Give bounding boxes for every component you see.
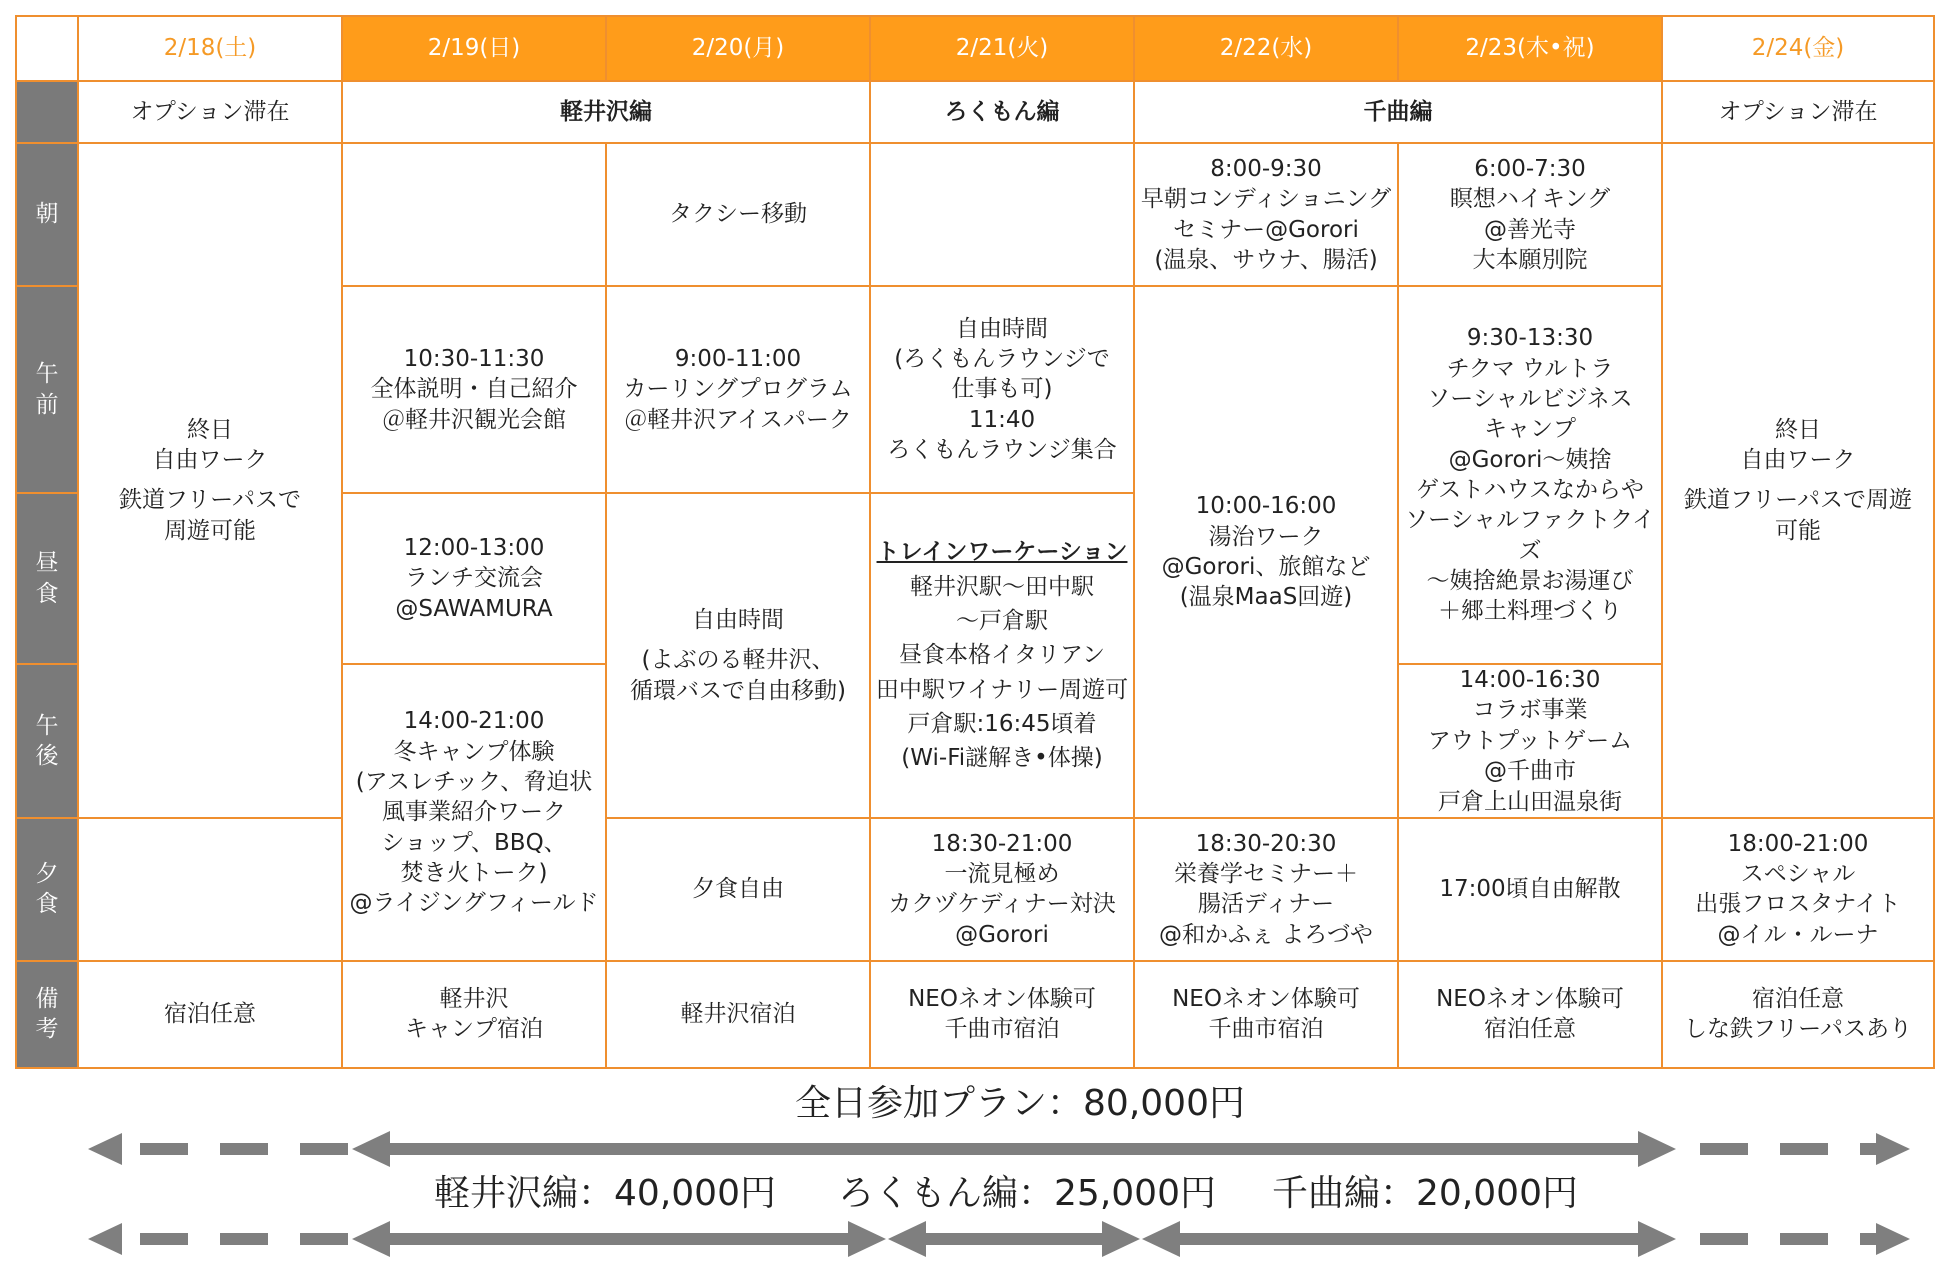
text-line: コラボ事業 [1472, 697, 1588, 724]
row-label-morning [16, 143, 78, 286]
text-line: @Gorori、旅館など [1161, 553, 1371, 580]
text-line: ろくもんラウンジ集合 [887, 437, 1117, 464]
text-line: 瞑想ハイキング [1449, 186, 1611, 213]
text-line: 終日 [1775, 416, 1821, 443]
text-line: しな鉄フリーパスあり [1684, 1016, 1912, 1043]
text-line: 可能 [1775, 517, 1821, 544]
text-line: 17:00頃自由解散 [1439, 876, 1621, 903]
text-line: 腸活ディナー [1197, 891, 1335, 918]
cell-0218-dinner [78, 818, 342, 961]
text-line: ソーシャルビジネス [1427, 385, 1633, 412]
text-line: ランチ交流会 [405, 565, 543, 592]
date-header-0220: 2/20(月) [606, 16, 870, 81]
section-option-right: オプション滞在 [1662, 81, 1934, 143]
text-line: 食 [35, 891, 59, 918]
cell-0223-dinner [1398, 818, 1662, 961]
rokumon-arrowhead-right-icon [1102, 1221, 1140, 1257]
text-line: 湯治ワーク [1208, 523, 1324, 550]
cell-0223-am [1398, 286, 1662, 664]
text-line: 夕食自由 [692, 876, 784, 903]
text-line: 軽井沢宿泊 [680, 1001, 796, 1028]
full-plan-arrow-row [88, 1131, 1910, 1167]
text-line: 千曲市宿泊 [1208, 1016, 1324, 1043]
text-line: @善光寺 [1484, 216, 1576, 243]
text-line: 出張フロスタナイト [1695, 891, 1901, 918]
row-label-dinner [16, 818, 78, 961]
cell-0221-notes [870, 961, 1134, 1068]
text-line: 朝 [35, 201, 59, 228]
text-line: 宿泊任意 [1752, 986, 1844, 1013]
text-line: 自由ワーク [1740, 447, 1856, 474]
header-corner [16, 16, 78, 81]
text-line: ショップ、BBQ、 [381, 829, 567, 856]
text-line: 戸倉上山田温泉街 [1438, 788, 1622, 815]
text-line: @ライジングフィールド [349, 890, 599, 917]
price-rokumon: ろくもん編：25,000円 [838, 1173, 1216, 1214]
text-line: 一流見極め [944, 861, 1060, 888]
text-line: 自由ワーク [152, 447, 268, 474]
text-line: 12:00-13:00 [403, 535, 545, 562]
text-line: NEOネオン体験可 [1436, 986, 1624, 1013]
rokumon-arrowhead-left-icon [888, 1221, 926, 1257]
text-line: ゲストハウスなからや [1416, 477, 1644, 504]
section-label-blank [16, 81, 78, 143]
cell-0218-day [78, 143, 342, 818]
cell-0220-dinner [606, 818, 870, 961]
karuizawa-arrowhead-left-icon [352, 1221, 390, 1257]
dashed-arrowhead-right-icon [1876, 1223, 1910, 1255]
text-line: 14:00-16:30 [1459, 667, 1601, 694]
arrowhead-left-icon [352, 1131, 390, 1167]
cell-0221-train-workation [870, 493, 1134, 818]
text-line: ＠軽井沢観光会館 [382, 406, 566, 433]
cell-0222-day [1134, 286, 1398, 818]
text-line: タクシー移動 [669, 201, 807, 228]
text-line: 9:30-13:30 [1466, 325, 1594, 352]
text-line: 栄養学セミナー＋ [1174, 861, 1358, 888]
text-line: 8:00-9:30 [1210, 155, 1322, 182]
cell-0222-morning [1134, 143, 1398, 286]
row-label-notes [16, 961, 78, 1068]
text-line: セミナー@Gorori [1173, 216, 1359, 243]
text-line: カクヅケディナー対決 [888, 891, 1116, 918]
cell-0220-notes [606, 961, 870, 1068]
text-line: 冬キャンプ体験 [393, 738, 555, 765]
text-line: @和かふぇ よろづや [1158, 921, 1374, 948]
date-header-0222: 2/22(水) [1134, 16, 1398, 81]
text-line: 18:30-20:30 [1195, 830, 1337, 857]
text-line: キャンプ宿泊 [405, 1016, 543, 1043]
text-line: (ろくもんラウンジで [894, 345, 1110, 372]
price-chikuma: 千曲編：20,000円 [1272, 1173, 1578, 1214]
text-line: 千曲市宿泊 [944, 1016, 1060, 1043]
text-line: 14:00-21:00 [403, 708, 545, 735]
row-label-am [16, 286, 78, 493]
date-header-0218: 2/18(土) [78, 16, 342, 81]
chikuma-arrowhead-left-icon [1142, 1221, 1180, 1257]
cell-0219-lunch [342, 493, 606, 664]
text-line: 仕事も可) [951, 376, 1053, 403]
text-line: 昼食本格イタリアン [898, 642, 1106, 669]
text-line: 9:00-11:00 [674, 345, 802, 372]
text-line: ～戸倉駅 [956, 607, 1048, 634]
text-line: 午 [35, 361, 59, 388]
text-line: 宿泊任意 [164, 1001, 256, 1028]
cell-0220-am [606, 286, 870, 493]
train-workation-title: トレインワーケーション [876, 539, 1128, 566]
text-line: チクマ ウルトラ [1446, 355, 1614, 382]
price-full: 全日参加プラン：80,000円 [795, 1083, 1245, 1124]
karuizawa-arrowhead-right-icon [848, 1221, 886, 1257]
text-line: アウトプットゲーム [1427, 727, 1633, 754]
train-workation-details [875, 572, 1129, 774]
text-line: 大本願別院 [1472, 246, 1588, 273]
text-line: ＋郷土料理づくり [1438, 598, 1622, 625]
date-header-0219: 2/19(日) [342, 16, 606, 81]
arrowhead-right-icon [1638, 1131, 1676, 1167]
text-line: 鉄道フリーパスで [119, 487, 301, 514]
text-line: @イル・ルーナ [1717, 921, 1879, 948]
cell-0221-am [870, 286, 1134, 493]
text-line: 11:40 [968, 406, 1036, 433]
text-line: 周遊可能 [164, 517, 256, 544]
text-line: @SAWAMURA [395, 595, 553, 622]
text-line: 早朝コンディショニング [1140, 186, 1392, 213]
dashed-arrowhead-left-icon [88, 1133, 122, 1165]
text-line: (温泉MaaS回遊) [1179, 584, 1353, 611]
text-line: ～姨捨絶景お湯運び [1426, 568, 1634, 595]
text-line: キャンプ [1484, 416, 1576, 443]
text-line: (Wi-Fi謎解き•体操) [901, 745, 1103, 772]
text-line: 18:30-21:00 [931, 830, 1073, 857]
text-line: 午 [35, 712, 59, 739]
text-line: @千曲市 [1484, 758, 1576, 785]
cell-0222-dinner [1134, 818, 1398, 961]
text-line: スペシャル [1740, 861, 1856, 888]
section-karuizawa: 軽井沢編 [342, 81, 870, 143]
text-line: ＠軽井沢アイスパーク [624, 406, 852, 433]
row-label-pm [16, 664, 78, 818]
cell-0218-notes [78, 961, 342, 1068]
chikuma-arrowhead-right-icon [1638, 1221, 1676, 1257]
text-line: @Gorori [955, 921, 1049, 948]
text-line: 軽井沢 [439, 986, 509, 1013]
text-line: NEOネオン体験可 [908, 986, 1096, 1013]
text-line: 自由時間 [956, 315, 1048, 342]
text-line: 田中駅ワイナリー周遊可 [875, 676, 1129, 703]
section-option-left: オプション滞在 [78, 81, 342, 143]
text-line: (アスレチック、脅迫状 [355, 768, 593, 795]
schedule-table [15, 15, 1933, 1069]
section-rokumon: ろくもん編 [870, 81, 1134, 143]
cell-0223-notes [1398, 961, 1662, 1068]
text-line: 食 [35, 580, 59, 607]
cell-0222-notes [1134, 961, 1398, 1068]
text-line: 備 [35, 986, 59, 1013]
row-label-lunch [16, 493, 78, 664]
text-line: @Gorori～姨捨 [1448, 446, 1612, 473]
text-line: 前 [35, 391, 59, 418]
text-line: 18:00-21:00 [1727, 830, 1869, 857]
cell-0221-morning [870, 143, 1134, 286]
cell-0220-lunch-pm [606, 493, 870, 818]
text-line: (よぶのる軽井沢、 [641, 647, 835, 674]
date-header-0221: 2/21(火) [870, 16, 1134, 81]
cell-0220-morning [606, 143, 870, 286]
text-line: カーリングプログラム [623, 376, 853, 403]
date-header-0223: 2/23(木•祝) [1398, 16, 1662, 81]
text-line: 6:00-7:30 [1474, 155, 1586, 182]
cell-0223-morning [1398, 143, 1662, 286]
text-line: 昼 [35, 550, 59, 577]
text-line: ソーシャルファクトクイズ [1404, 507, 1655, 564]
text-line: NEOネオン体験可 [1172, 986, 1360, 1013]
text-line: 循環バスで自由移動) [630, 677, 846, 704]
pricing-section [0, 1069, 1950, 1269]
cell-0224-dinner [1662, 818, 1934, 961]
text-line: 考 [35, 1016, 59, 1043]
text-line: 焚き火トーク) [400, 860, 548, 887]
cell-0223-pm [1398, 664, 1662, 818]
text-line: (温泉、サウナ、腸活) [1154, 246, 1378, 273]
cell-0219-notes [342, 961, 606, 1068]
text-line: 10:00-16:00 [1195, 493, 1337, 520]
dashed-arrowhead-right-icon [1876, 1133, 1910, 1165]
date-header-0224: 2/24(金) [1662, 16, 1934, 81]
cell-0219-am [342, 286, 606, 493]
section-arrow-row [88, 1221, 1910, 1257]
price-karuizawa: 軽井沢編：40,000円 [434, 1173, 776, 1214]
text-line: 軽井沢駅～田中駅 [910, 573, 1094, 600]
text-line: 全体説明・自己紹介 [370, 376, 578, 403]
text-line: 夕 [35, 861, 59, 888]
text-line: 自由時間 [692, 606, 784, 633]
text-line: 風事業紹介ワーク [382, 799, 566, 826]
text-line: 戸倉駅:16:45頃着 [907, 711, 1097, 737]
cell-0221-dinner [870, 818, 1134, 961]
dashed-arrowhead-left-icon [88, 1223, 122, 1255]
cell-0219-pm [342, 664, 606, 961]
cell-0224-notes [1662, 961, 1934, 1068]
cell-0224-day [1662, 143, 1934, 818]
text-line: 宿泊任意 [1484, 1016, 1576, 1043]
text-line: 後 [35, 742, 59, 769]
cell-0219-morning [342, 143, 606, 286]
section-chikuma: 千曲編 [1134, 81, 1662, 143]
text-line: 終日 [187, 416, 233, 443]
text-line: 鉄道フリーパスで周遊 [1684, 487, 1912, 514]
text-line: 10:30-11:30 [403, 345, 545, 372]
